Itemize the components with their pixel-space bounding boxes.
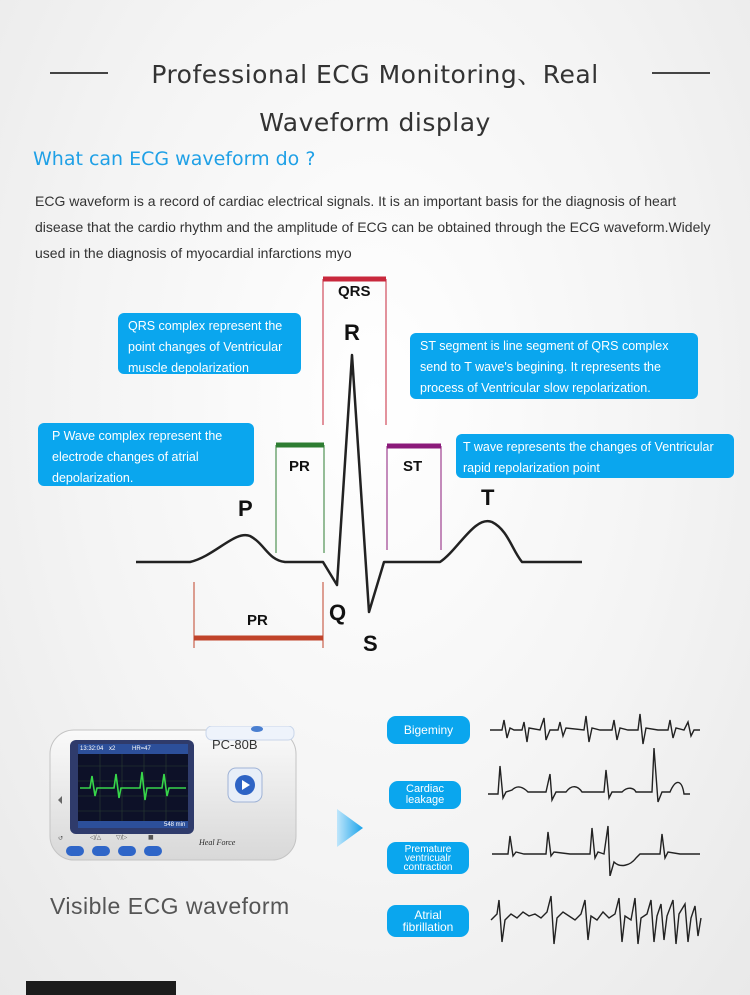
device-screen-gain: x2 <box>109 746 116 752</box>
svg-text:↺: ↺ <box>58 835 64 842</box>
device-screen-speed: 548 min <box>164 822 186 828</box>
device-screen-hr: HR=47 <box>132 746 151 752</box>
letter-p: P <box>238 496 253 521</box>
bubble-qrs: QRS complex represent the point changes of Ventricular muscle depolarization <box>118 313 301 374</box>
letter-r: R <box>344 320 360 345</box>
bubble-t: T wave represents the changes of Ventricular rapid repolarization point <box>456 434 734 478</box>
pill-cardiac-leakage: Cardiac leakage <box>389 781 461 809</box>
label-pr-bottom: PR <box>247 612 268 629</box>
pill-bigeminy: Bigeminy <box>387 716 470 744</box>
device-caption: Visible ECG waveform <box>50 893 290 919</box>
label-pr-top: PR <box>289 458 310 475</box>
letter-s: S <box>363 631 378 656</box>
bubble-p: P Wave complex represent the electrode changes of atrial depolarization. <box>38 423 254 486</box>
letter-q: Q <box>329 600 347 625</box>
device-brand: Heal Force <box>199 838 236 847</box>
letter-t: T <box>481 485 495 510</box>
device-screen-time: 13:32:04 <box>80 746 104 752</box>
cardiac-leakage-waveform-icon <box>486 744 692 808</box>
page-title-line1: Professional ECG Monitoring、Real <box>151 60 599 89</box>
label-qrs: QRS <box>338 283 371 300</box>
svg-text:■: ■ <box>148 834 154 841</box>
pill-atrial-fibrillation: Atrial fibrillation <box>387 905 469 937</box>
section-subtitle: What can ECG waveform do ? <box>33 148 316 170</box>
atrial-fibrillation-waveform-icon <box>489 890 703 948</box>
footer-bar <box>26 981 176 995</box>
premature-contraction-waveform-icon <box>490 806 702 876</box>
intro-paragraph: ECG waveform is a record of cardiac electrical signals. It is an important basis for the diagnosis of heart disease that the cardio rhythm and the amplitude of ECG can be obtained through the ECG waveform.Widely used in the diagnosis of myocardial infarctions myo <box>35 193 711 261</box>
svg-text:▽/▷: ▽/▷ <box>116 834 128 841</box>
device-model: PC-80B <box>212 737 258 752</box>
label-st: ST <box>403 458 423 475</box>
pill-premature-contraction: Premature ventricualr contraction <box>387 842 469 874</box>
page-title-line2: Waveform display <box>259 108 491 137</box>
bubble-st: ST segment is line segment of QRS complex send to T wave's begining. It represents the process of Ventricular slow repolarization. <box>410 333 698 399</box>
svg-text:◁/△: ◁/△ <box>90 834 102 841</box>
arrow-right-icon <box>335 807 365 849</box>
